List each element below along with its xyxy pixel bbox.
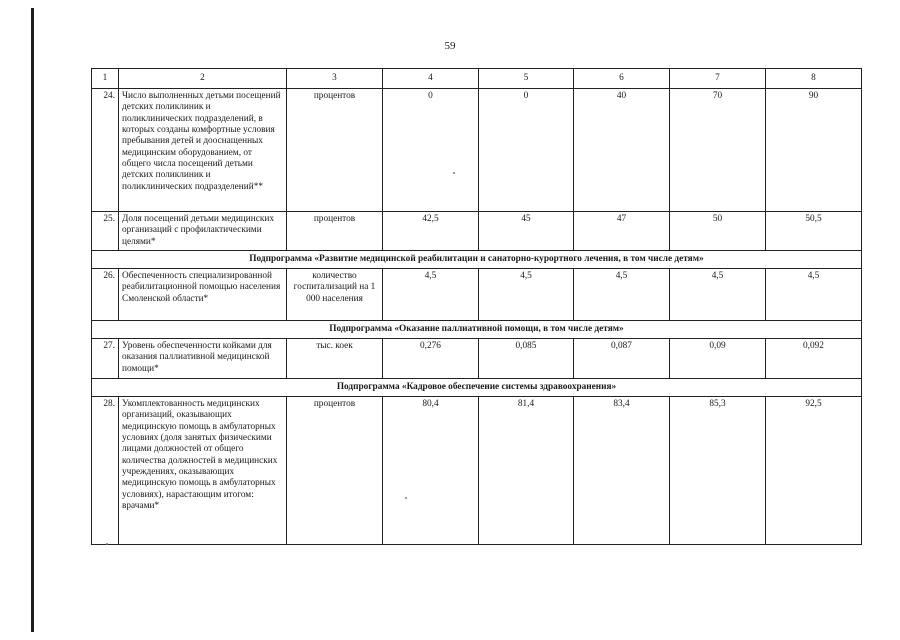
column-header: 5: [479, 69, 574, 89]
indicator-name: Обеспеченность специализированной реабилитационной помощью населения Смоленской области*: [119, 268, 287, 320]
column-header: 1: [92, 69, 119, 89]
indicator-name: Уровень обеспеченности койками для оказания паллиативной медицинской помощи*: [119, 338, 287, 378]
table-row: [92, 212, 862, 251]
value-cell: 50: [670, 212, 766, 251]
value-cell: 92,5: [766, 396, 862, 544]
value-cell: 80,4: [383, 396, 479, 544]
value-cell: 42,5: [383, 212, 479, 251]
column-header: 4: [383, 69, 479, 89]
binding-edge-line: [31, 8, 34, 632]
value-cell: 0,085: [479, 338, 574, 378]
value-cell: 40: [574, 89, 670, 212]
value-cell: 50,5: [766, 212, 862, 251]
row-number: 24.: [92, 89, 119, 212]
unit-cell: процентов: [287, 89, 383, 212]
page-number: 59: [444, 40, 456, 52]
table-row: [92, 396, 862, 544]
subprogram-heading-row: [92, 320, 862, 338]
value-cell: 4,5: [574, 268, 670, 320]
subprogram-heading-row: [92, 250, 862, 268]
row-number: 28.: [92, 396, 119, 544]
value-cell: 0,09: [670, 338, 766, 378]
column-header: 2: [119, 69, 287, 89]
indicator-name: Число выполненных детьми посещений детских поликлиник и поликлинических подразделений, в которых созданы комфортные условия пребывания детей и дооснащенных медицинским оборудованием, от общего числа посещений детьми детских поликлиник и поликлинических подразделений**: [119, 89, 287, 212]
table-row: [92, 268, 862, 320]
subprogram-heading: Подпрограмма «Кадровое обеспечение системы здравоохранения»: [92, 378, 862, 396]
value-cell: 0: [383, 89, 479, 212]
scan-speck: [405, 497, 407, 499]
column-header: 8: [766, 69, 862, 89]
indicator-name: Укомплектованность медицинских организаций, оказывающих медицинскую помощь в амбулаторных условиях (доля занятых физическими лицами должностей от общего количества должностей в медицинских учреждениях, оказывающих медицинскую помощь в амбулаторных условиях), нарастающим итогом: врачами*: [119, 396, 287, 544]
column-header: 7: [670, 69, 766, 89]
value-cell: 83,4: [574, 396, 670, 544]
value-cell: 0: [479, 89, 574, 212]
value-cell: 0,087: [574, 338, 670, 378]
table-row: [92, 338, 862, 378]
value-cell: 47: [574, 212, 670, 251]
row-number: 25.: [92, 212, 119, 251]
row-number: 27.: [92, 338, 119, 378]
unit-cell: тыс. коек: [287, 338, 383, 378]
unit-cell: количество госпитализаций на 1 000 населения: [287, 268, 383, 320]
value-cell: 4,5: [383, 268, 479, 320]
scan-speck: [106, 543, 108, 545]
value-cell: 90: [766, 89, 862, 212]
column-number-row: [92, 69, 862, 89]
value-cell: 45: [479, 212, 574, 251]
row-number: 26.: [92, 268, 119, 320]
scan-speck: [453, 172, 455, 174]
value-cell: 0,276: [383, 338, 479, 378]
value-cell: 4,5: [479, 268, 574, 320]
value-cell: 70: [670, 89, 766, 212]
indicators-table: [91, 68, 862, 545]
value-cell: 4,5: [670, 268, 766, 320]
column-header: 3: [287, 69, 383, 89]
unit-cell: процентов: [287, 212, 383, 251]
value-cell: 81,4: [479, 396, 574, 544]
unit-cell: процентов: [287, 396, 383, 544]
value-cell: 4,5: [766, 268, 862, 320]
value-cell: 0,092: [766, 338, 862, 378]
column-header: 6: [574, 69, 670, 89]
value-cell: 85,3: [670, 396, 766, 544]
subprogram-heading: Подпрограмма «Оказание паллиативной помощи, в том числе детям»: [92, 320, 862, 338]
indicator-name: Доля посещений детьми медицинских организаций с профилактическими целями*: [119, 212, 287, 251]
table-row: [92, 89, 862, 212]
subprogram-heading-row: [92, 378, 862, 396]
subprogram-heading: Подпрограмма «Развитие медицинской реабилитации и санаторно-курортного лечения, в том числе детям»: [92, 250, 862, 268]
